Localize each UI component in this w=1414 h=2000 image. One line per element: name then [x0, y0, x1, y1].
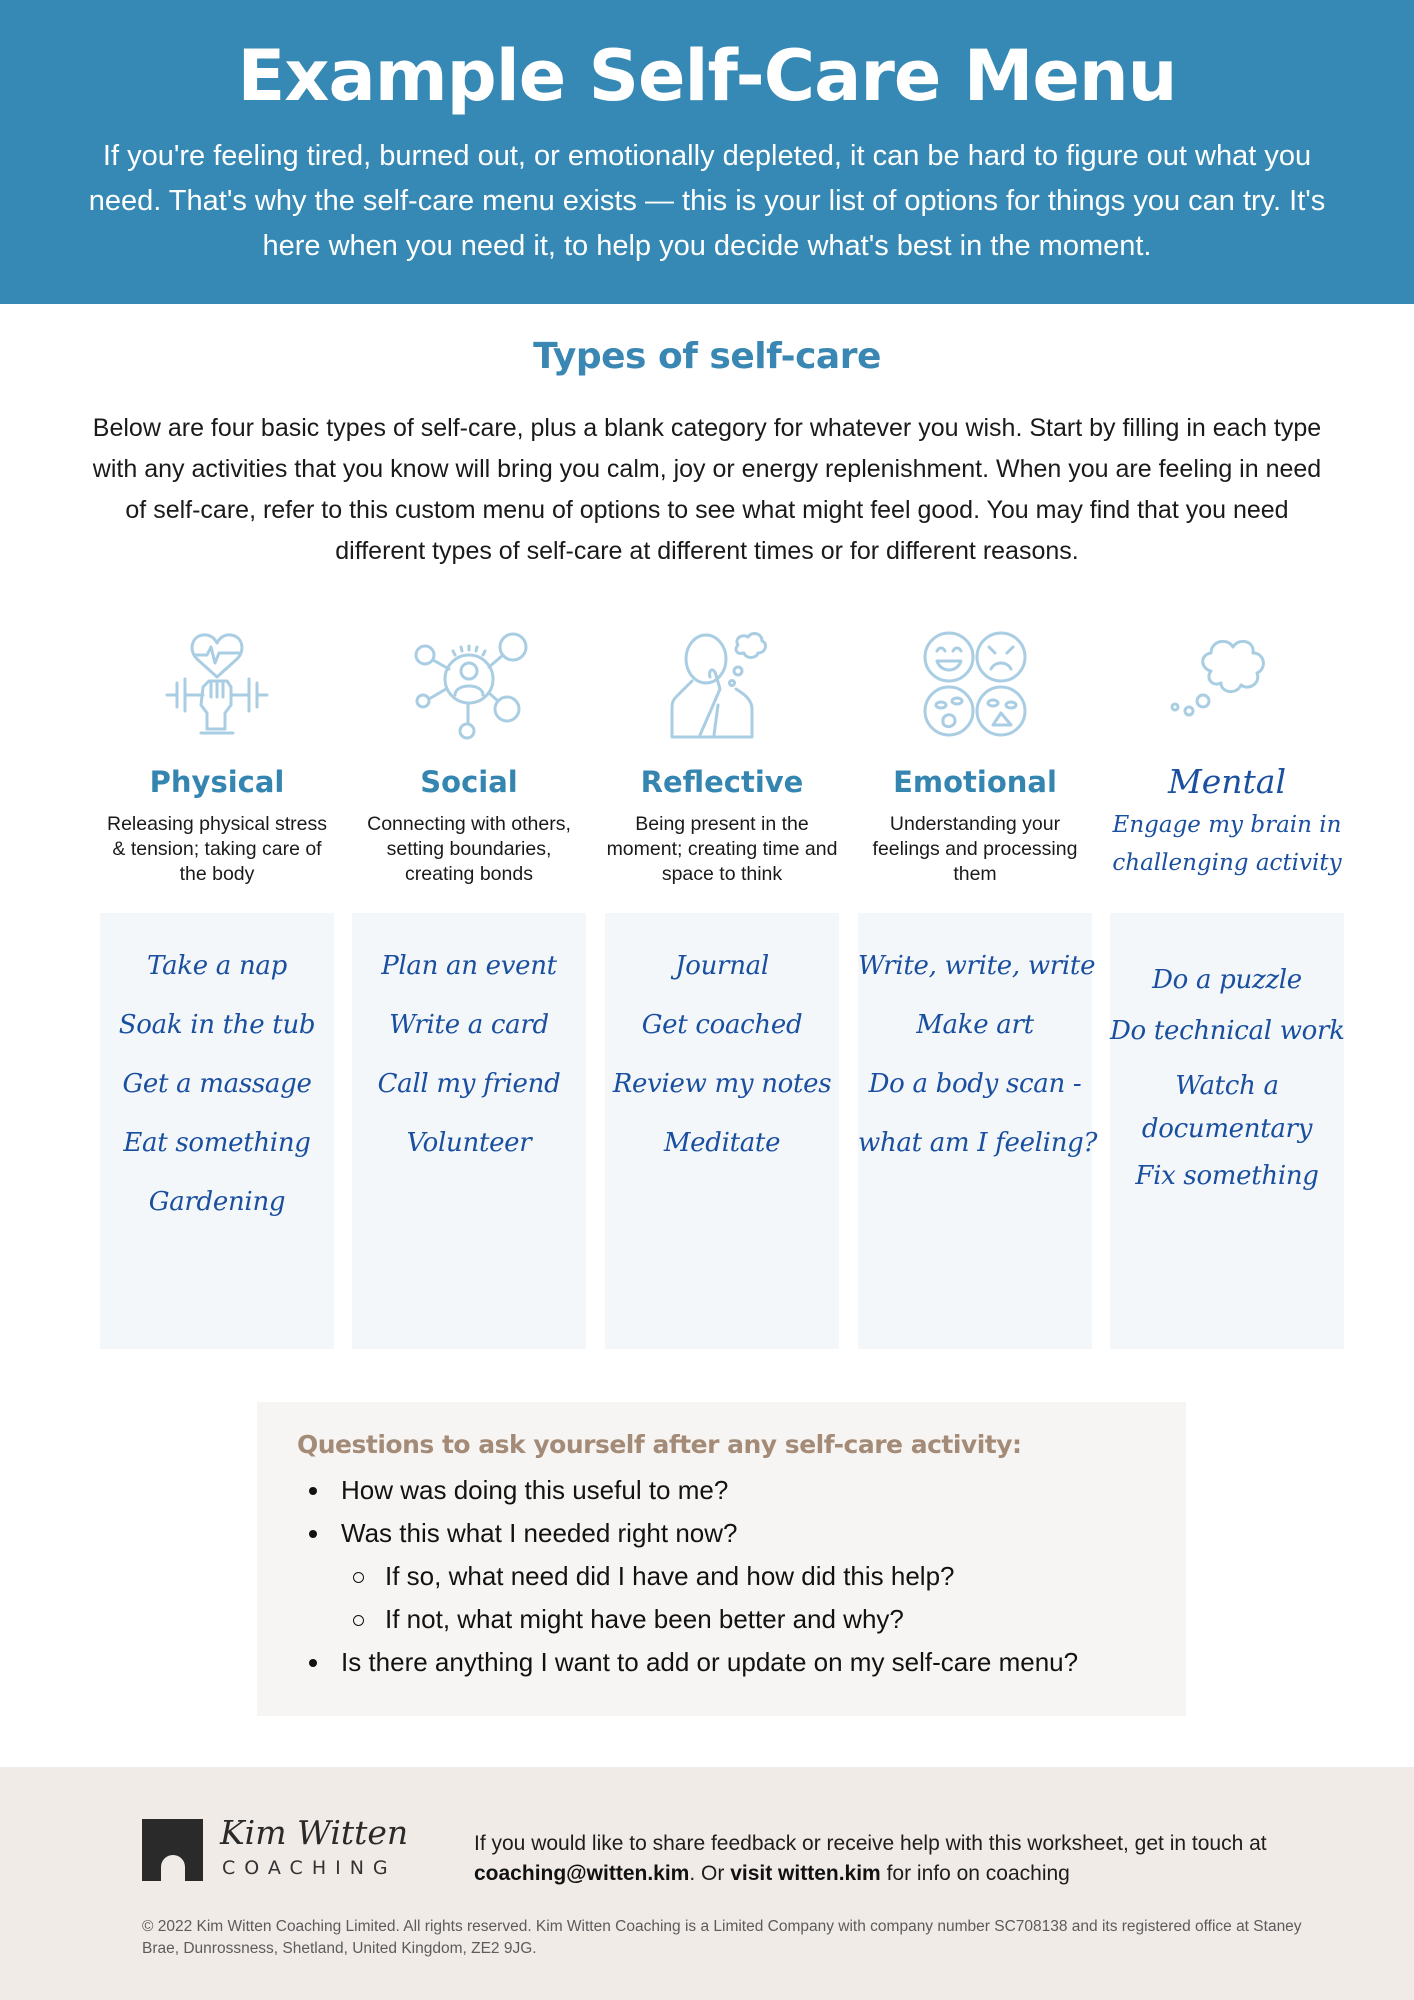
- question-item: Was this what I needed right now?: [297, 1512, 1146, 1555]
- activity-item: Do a puzzle: [1152, 965, 1302, 995]
- website-link[interactable]: visit witten.kim: [730, 1862, 881, 1885]
- activity-item: Write a card: [389, 1010, 549, 1040]
- column-description: Being present in the moment; creating time and space to think: [606, 813, 838, 885]
- activity-item: Review my notes: [612, 1069, 832, 1099]
- question-item: Is there anything I want to add or update on my self-care menu?: [297, 1641, 1146, 1684]
- logo-subtitle: COACHING: [222, 1857, 397, 1879]
- footer-contact: [474, 1829, 1294, 1889]
- activity-item: Do technical work: [1110, 1016, 1345, 1046]
- contact-mid: . Or: [689, 1862, 731, 1885]
- activity-item: Fix something: [1135, 1161, 1319, 1191]
- activity-item: Write, write, write: [858, 951, 1096, 981]
- emotion-faces-icon: [858, 620, 1092, 750]
- email-link[interactable]: coaching@witten.kim: [474, 1862, 690, 1885]
- activity-item: Eat something: [123, 1128, 311, 1158]
- footer-legal: © 2022 Kim Witten Coaching Limited. All rights reserved. Kim Witten Coaching is a Limited Company with company number SC708138 and its registered office at Staney Brae, Dunrossness, Shetland, United Kingdom, ZE2 9JG.: [142, 1918, 1302, 1957]
- activity-item: Make art: [916, 1010, 1034, 1040]
- activity-item: Get coached: [641, 1010, 803, 1040]
- header-banner: [0, 0, 1414, 304]
- question-item: How was doing this useful to me?: [297, 1469, 1146, 1512]
- question-subitem: If so, what need did I have and how did this help?: [297, 1555, 1146, 1598]
- activity-box-physical: [100, 913, 334, 1349]
- questions-panel: [257, 1402, 1186, 1716]
- types-section-title: Types of self-care: [533, 336, 881, 377]
- column-title: Physical: [149, 765, 285, 799]
- column-title: Emotional: [893, 765, 1057, 799]
- logo-wordmark: Kim Witten: [220, 1813, 409, 1852]
- column-description: Connecting with others, setting boundaries, creating bonds: [367, 813, 571, 885]
- column-description: Releasing physical stress & tension; taking care of the body: [106, 813, 327, 885]
- column-description: Engage my brain in challenging activity: [1112, 812, 1342, 876]
- logo-mark-icon: [142, 1819, 203, 1881]
- column-title: Social: [420, 765, 518, 799]
- questions-title: Questions to ask yourself after any self-care activity:: [297, 1430, 1022, 1459]
- column-title: Reflective: [640, 765, 804, 799]
- column-reflective: [605, 620, 839, 887]
- question-subitem: If not, what might have been better and why?: [297, 1598, 1146, 1641]
- column-social: [352, 620, 586, 887]
- column-description: Understanding your feelings and processing them: [872, 813, 1078, 885]
- activity-item: Gardening: [148, 1187, 286, 1217]
- heart-dumbbell-icon: [100, 620, 334, 750]
- activity-item: Meditate: [663, 1128, 781, 1158]
- page-title: Example Self-Care Menu: [237, 35, 1177, 117]
- activity-item: Watch a documentary: [1141, 1071, 1313, 1144]
- column-physical: [100, 620, 334, 887]
- activity-item: Journal: [675, 951, 769, 981]
- social-network-icon: [352, 620, 586, 750]
- kim-witten-coaching-logo: [142, 1813, 409, 1885]
- thinking-person-icon: [605, 620, 839, 750]
- thought-cloud-icon: [1110, 620, 1344, 750]
- activity-item: Call my friend: [377, 1069, 561, 1099]
- activity-box-reflective: [605, 913, 839, 1349]
- activity-box-mental: [1110, 913, 1344, 1349]
- questions-list: [297, 1469, 1146, 1684]
- activity-item: Take a nap: [147, 951, 287, 981]
- column-emotional: [858, 620, 1092, 887]
- footer: [0, 1767, 1414, 2000]
- activity-box-emotional: [858, 913, 1098, 1349]
- activity-item: Do a body scan -: [868, 1069, 1082, 1099]
- column-mental: [1110, 620, 1344, 882]
- header-intro: If you're feeling tired, burned out, or emotionally depleted, it can be hard to figure out what you need. That's why the self-care menu exists — this is your list of options for things you can try. It's here when you need it, to help you decide what's best in the moment.: [88, 140, 1326, 262]
- types-section-body: Below are four basic types of self-care, plus a blank category for whatever you wish. Start by filling in each type with any activities that you know will bring you calm, joy or energy replenishment. When you are feeling in need of self-care, refer to this custom menu of options to see what might feel good. You may find that you need different types of self-care at different times or for different reasons.: [92, 414, 1322, 565]
- contact-suffix: for info on coaching: [880, 1862, 1070, 1885]
- activity-item: Soak in the tub: [118, 1010, 316, 1040]
- activity-item: Plan an event: [381, 951, 557, 981]
- activity-item: Volunteer: [406, 1128, 532, 1158]
- activity-item: Get a massage: [122, 1069, 312, 1099]
- activity-box-social: [352, 913, 586, 1349]
- column-title: Mental: [1167, 762, 1287, 801]
- activity-item: what am I feeling?: [858, 1128, 1098, 1158]
- contact-prefix: If you would like to share feedback or receive help with this worksheet, get in touch at: [474, 1832, 1267, 1855]
